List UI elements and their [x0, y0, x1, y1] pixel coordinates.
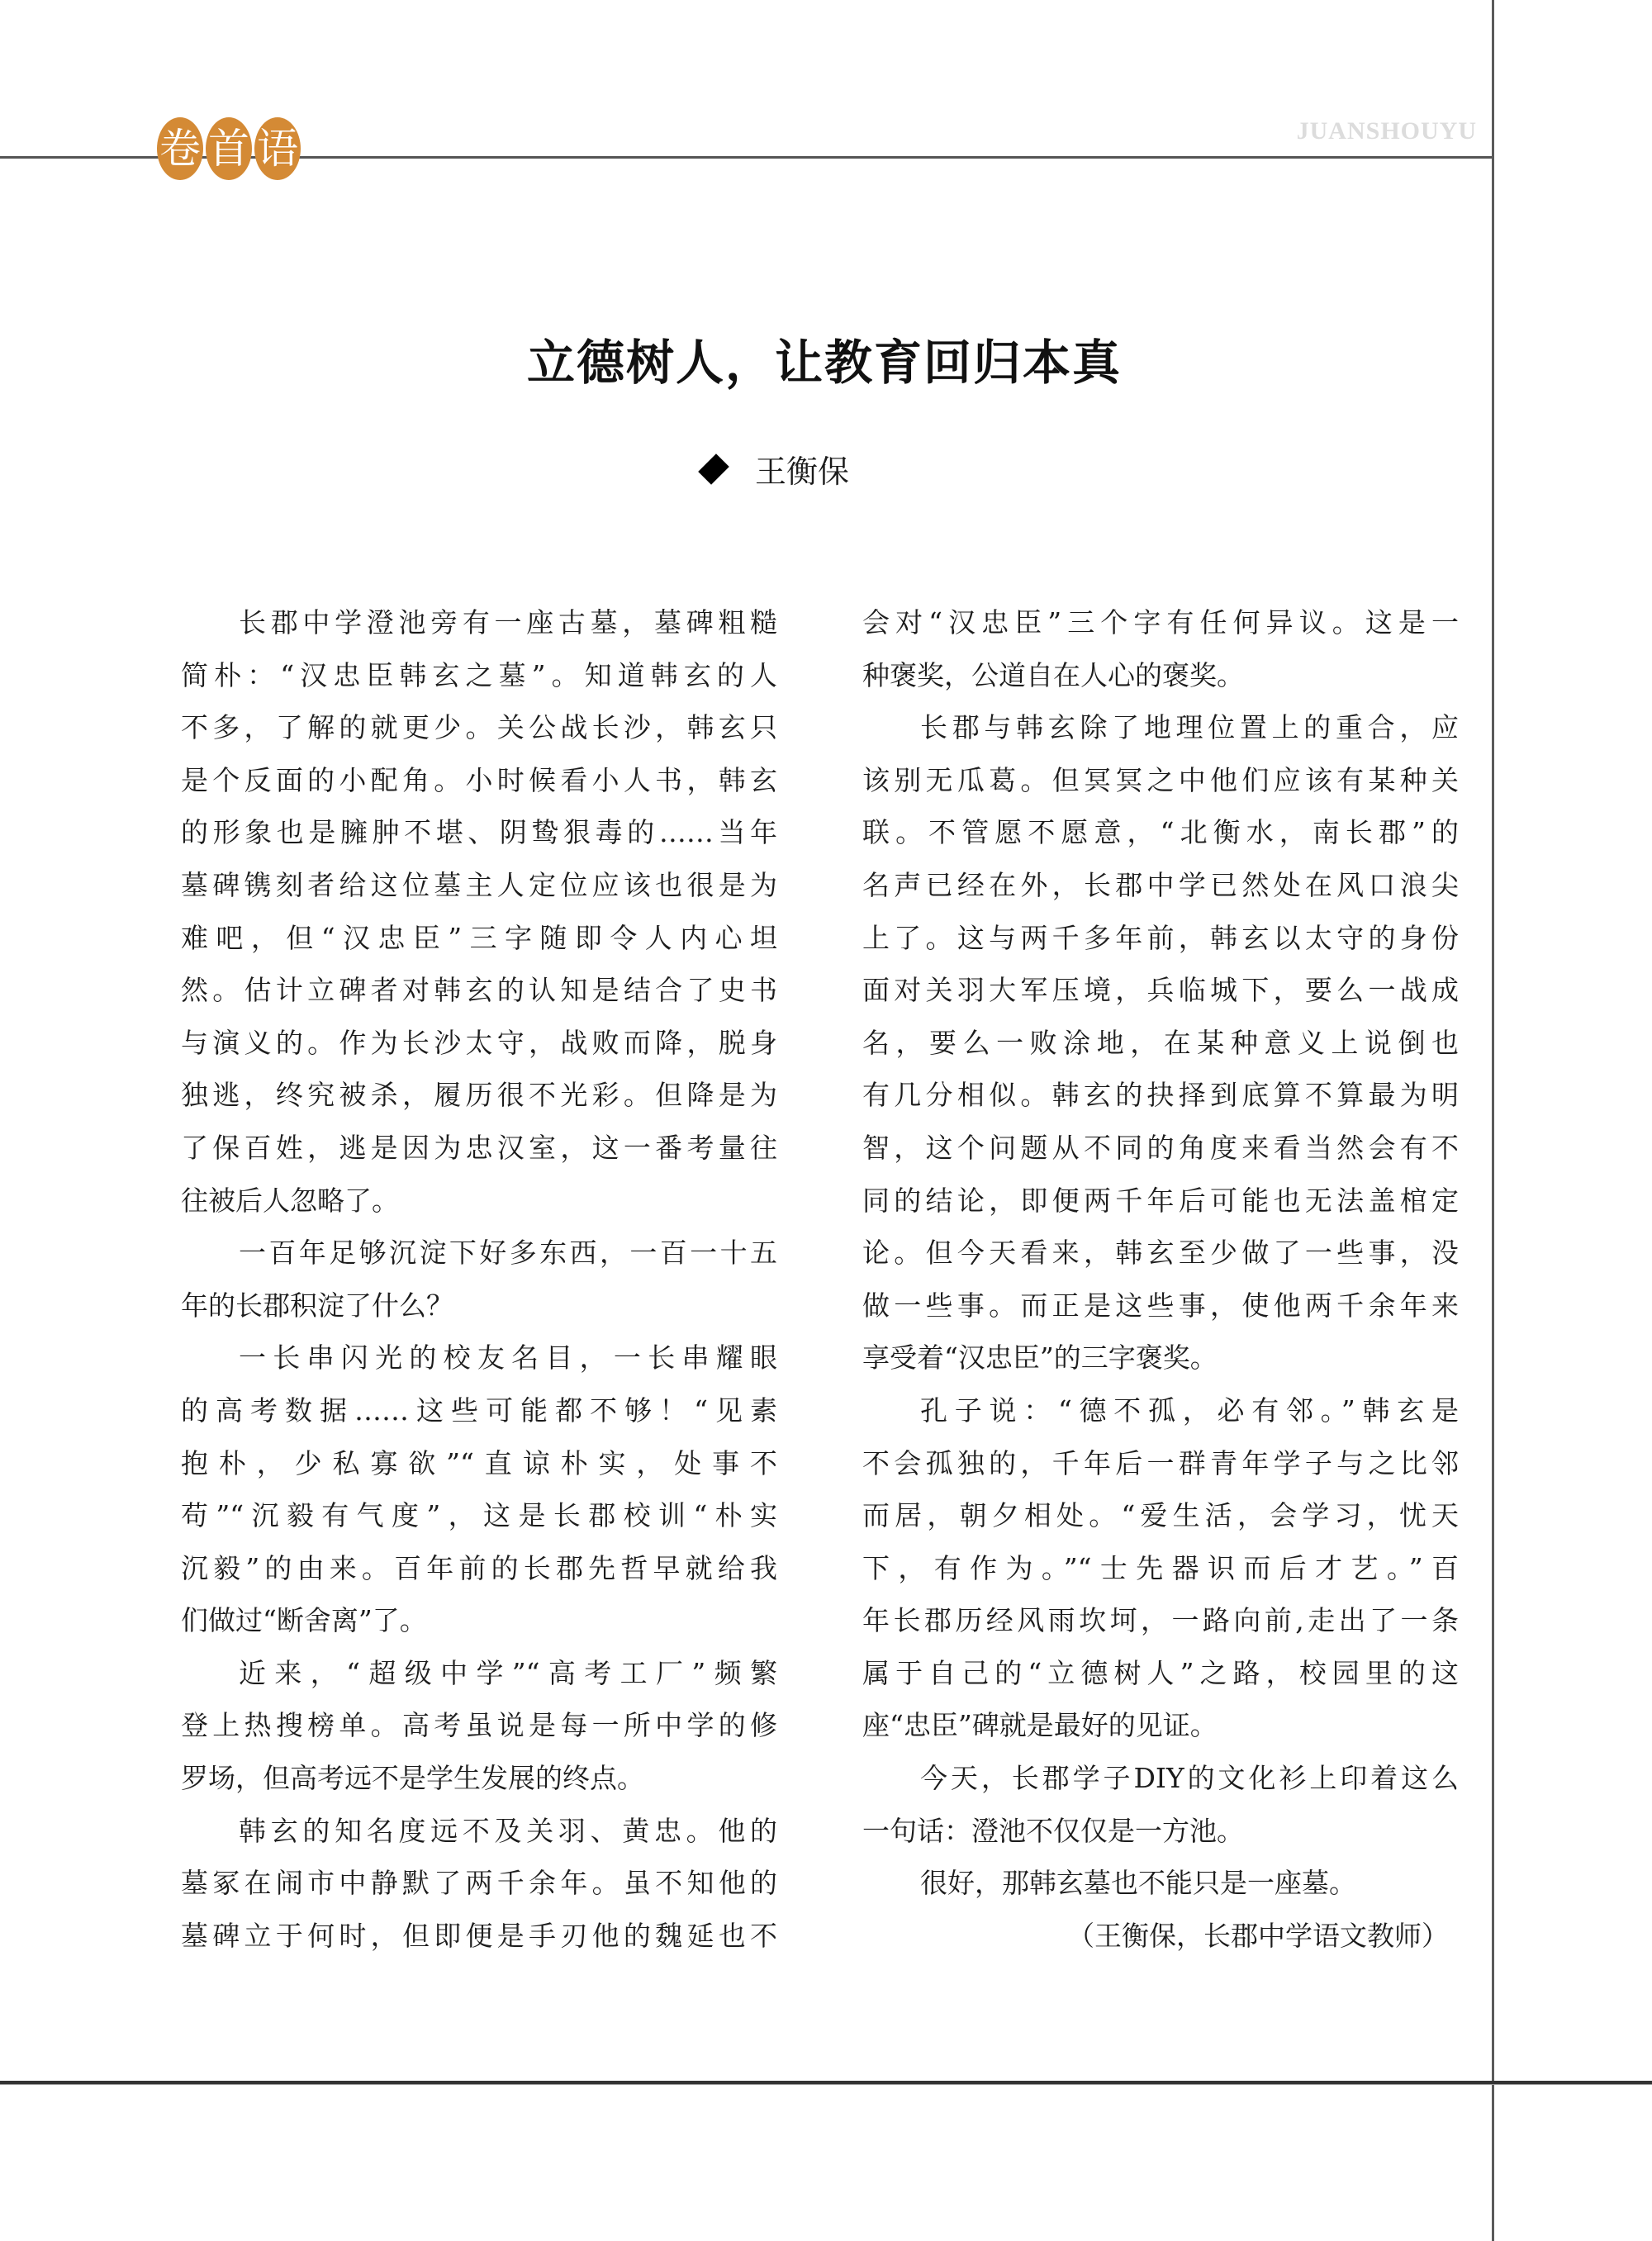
- text-line: 智，这个问题从不同的角度来看当然会有不: [862, 1131, 1459, 1164]
- text-line: 很好，那韩玄墓也不能只是一座墓。: [920, 1867, 1356, 1900]
- text-line: 孔子说：“德不孤，必有邻。”韩玄是: [920, 1394, 1459, 1427]
- text-line: 会对“汉忠臣”三个字有任何异议。这是一: [862, 606, 1459, 639]
- text-line: 然。估计立碑者对韩玄的认知是结合了史书: [181, 974, 777, 1007]
- text-line: 长郡与韩玄除了地理位置上的重合，应: [920, 711, 1459, 744]
- text-line: 登上热搜榜单。高考虽说是每一所中学的修: [181, 1709, 777, 1742]
- text-line: 做一些事。而正是这些事，使他两千余年来: [862, 1289, 1459, 1322]
- section-badge: 卷: [157, 117, 203, 180]
- text-line: 座“忠臣”碑就是最好的见证。: [862, 1709, 1218, 1742]
- text-line: 有几分相似。韩玄的抉择到底算不算最为明: [862, 1079, 1459, 1112]
- text-line: 面对关羽大军压境，兵临城下，要么一战成: [862, 974, 1459, 1007]
- paragraph: [862, 1384, 1459, 1752]
- author-signature: （王衡保，长郡中学语文教师）: [1067, 1919, 1449, 1952]
- text-line: 不会孤独的，千年后一群青年学子与之比邻: [862, 1446, 1459, 1479]
- text-line: 下，有作为。”“士先器识而后才艺。”百: [862, 1551, 1459, 1584]
- text-line: 沉毅”的由来。百年前的长郡先哲早就给我: [181, 1551, 777, 1584]
- text-line: 一句话：澄池不仅仅是一方池。: [862, 1814, 1244, 1847]
- text-line: 同的结论，即便两千年后可能也无法盖棺定: [862, 1184, 1459, 1217]
- text-line: 不多，了解的就更少。关公战长沙，韩玄只: [181, 711, 777, 744]
- section-label-en: JUANSHOUYU: [1296, 117, 1477, 145]
- text-line: 上了。这与两千多年前，韩玄以太守的身份: [862, 921, 1459, 954]
- article-title-text: 立德树人，让教育回归本真: [526, 335, 1122, 391]
- text-line: 名，要么一败涂地，在某种意义上说倒也: [862, 1026, 1459, 1059]
- paragraph: [181, 1647, 777, 1805]
- text-line: 年的长郡积淀了什么？: [181, 1289, 453, 1322]
- text-line: 罗场，但高考远不是学生发展的终点。: [181, 1762, 644, 1795]
- text-line: 们做过“断舍离”了。: [181, 1604, 427, 1637]
- text-line: 一百年足够沉淀下好多东西，一百一十五: [239, 1237, 777, 1270]
- text-line: 的高考数据……这些可能都不够！“见素: [181, 1394, 777, 1427]
- text-line: 苟”“沉毅有气度”，这是长郡校训“朴实: [181, 1499, 777, 1532]
- paragraph: [181, 596, 777, 1227]
- byline: [702, 446, 849, 491]
- text-line: 享受着“汉忠臣”的三字褒奖。: [862, 1341, 1218, 1375]
- diamond-icon: [698, 453, 729, 485]
- footer-rule: [0, 2081, 1652, 2084]
- text-line: 抱朴，少私寡欲”“直谅朴实，处事不: [181, 1446, 777, 1479]
- text-line: 今天，长郡学子DIY的文化衫上印着这么: [920, 1762, 1459, 1795]
- text-line: 韩玄的知名度远不及关羽、黄忠。他的: [239, 1814, 777, 1847]
- paragraph: [181, 1805, 777, 1963]
- right-column: [862, 596, 1459, 1962]
- text-line: 墓碑立于何时，但即便是手刃他的魏延也不: [181, 1919, 777, 1952]
- section-badge-group: [157, 117, 301, 180]
- article-title: [0, 324, 1652, 393]
- text-line: 该别无瓜葛。但冥冥之中他们应该有某种关: [862, 763, 1459, 796]
- text-line: 墓冢在闹市中静默了两千余年。虽不知他的: [181, 1867, 777, 1900]
- text-line: 一长串闪光的校友名目，一长串耀眼: [239, 1341, 777, 1375]
- text-line: 名声已经在外，长郡中学已然处在风口浪尖: [862, 868, 1459, 901]
- text-line: 论。但今天看来，韩玄至少做了一些事，没: [862, 1237, 1459, 1270]
- text-line: 属于自己的“立德树人”之路，校园里的这: [862, 1656, 1459, 1689]
- text-line: 而居，朝夕相处。“爱生活，会学习，忧天: [862, 1499, 1459, 1532]
- text-line: 联。不管愿不愿意，“北衡水，南长郡”的: [862, 816, 1459, 849]
- paragraph: [862, 596, 1459, 701]
- paragraph: [862, 1857, 1459, 1910]
- paragraph: [181, 1227, 777, 1332]
- paragraph: [862, 701, 1459, 1384]
- section-badge: 首: [206, 117, 252, 180]
- text-line: 近来，“超级中学”“高考工厂”频繁: [239, 1656, 777, 1689]
- left-column: [181, 596, 777, 1962]
- text-line: 年长郡历经风雨坎坷，一路向前,走出了一条: [862, 1604, 1459, 1637]
- text-line: 种褒奖，公道自在人心的褒奖。: [862, 658, 1244, 691]
- text-line: 简朴：“汉忠臣韩玄之墓”。知道韩玄的人: [181, 658, 777, 691]
- text-line: 了保百姓，逃是因为忠汉室，这一番考量往: [181, 1131, 777, 1164]
- section-badge: 语: [254, 117, 301, 180]
- text-line: 往被后人忽略了。: [181, 1184, 399, 1217]
- text-line: 是个反面的小配角。小时候看小人书，韩玄: [181, 763, 777, 796]
- text-line: 长郡中学澄池旁有一座古墓，墓碑粗糙: [239, 606, 777, 639]
- text-line: 墓碑镌刻者给这位墓主人定位应该也很是为: [181, 868, 777, 901]
- text-line: 与演义的。作为长沙太守，战败而降，脱身: [181, 1026, 777, 1059]
- paragraph: [181, 1332, 777, 1647]
- text-line: 的形象也是臃肿不堪、阴鸷狠毒的……当年: [181, 816, 777, 849]
- author-name: 王衡保: [755, 453, 850, 490]
- text-line: 难吧，但“汉忠臣”三字随即令人内心坦: [181, 921, 777, 954]
- text-line: 独逃，终究被杀，履历很不光彩。但降是为: [181, 1079, 777, 1112]
- paragraph: [862, 1752, 1459, 1857]
